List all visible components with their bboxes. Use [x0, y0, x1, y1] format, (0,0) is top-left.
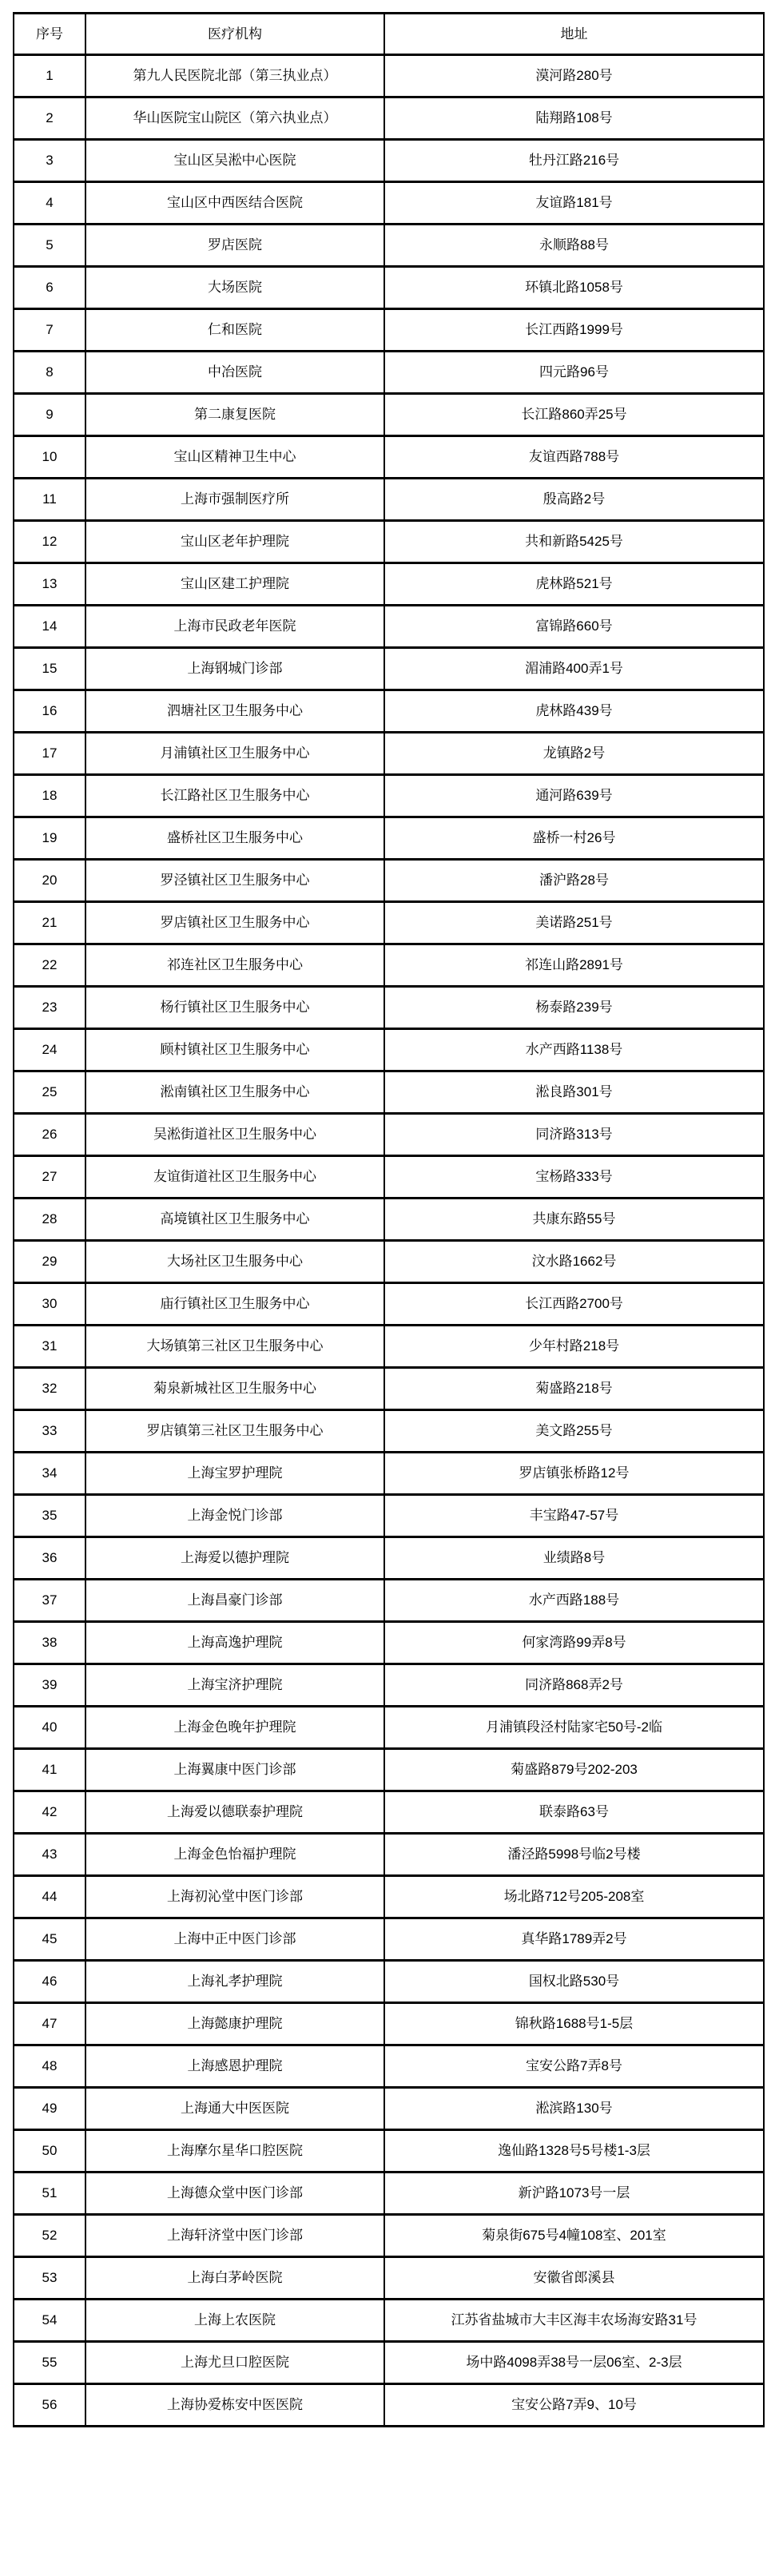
institution-cell: 大场社区卫生服务中心 — [85, 1241, 384, 1283]
table-row — [14, 1791, 764, 1834]
serial-number-cell: 10 — [14, 436, 85, 479]
table-header-row — [14, 14, 764, 55]
serial-number-cell: 28 — [14, 1199, 85, 1241]
table-row — [14, 1707, 764, 1749]
serial-number-cell: 27 — [14, 1156, 85, 1199]
serial-number-cell: 17 — [14, 733, 85, 775]
institution-cell: 上海礼孝护理院 — [85, 1961, 384, 2003]
table-row — [14, 860, 764, 902]
institution-cell: 泗塘社区卫生服务中心 — [85, 690, 384, 733]
table-row — [14, 1156, 764, 1199]
address-cell: 虎林路521号 — [384, 563, 764, 606]
table-row — [14, 352, 764, 394]
address-cell: 逸仙路1328号5号楼1-3层 — [384, 2130, 764, 2173]
table-row — [14, 1495, 764, 1537]
serial-number-cell: 12 — [14, 521, 85, 563]
serial-number-header: 序号 — [14, 14, 85, 55]
address-cell: 丰宝路47-57号 — [384, 1495, 764, 1537]
institution-cell: 上海摩尔星华口腔医院 — [85, 2130, 384, 2173]
table-row — [14, 1537, 764, 1580]
medical-institutions-table — [13, 12, 765, 2427]
address-cell: 陆翔路108号 — [384, 97, 764, 140]
address-cell: 湄浦路400弄1号 — [384, 648, 764, 690]
address-cell: 四元路96号 — [384, 352, 764, 394]
serial-number-cell: 41 — [14, 1749, 85, 1791]
institution-cell: 上海初沁堂中医门诊部 — [85, 1876, 384, 1918]
table-row — [14, 479, 764, 521]
institution-cell: 大场医院 — [85, 267, 384, 309]
table-row — [14, 648, 764, 690]
address-cell: 新沪路1073号一层 — [384, 2173, 764, 2215]
serial-number-cell: 49 — [14, 2088, 85, 2130]
institution-cell: 仁和医院 — [85, 309, 384, 352]
address-cell: 通河路639号 — [384, 775, 764, 817]
medical-institutions-table-container — [13, 12, 765, 2427]
table-row — [14, 521, 764, 563]
institution-cell: 庙行镇社区卫生服务中心 — [85, 1283, 384, 1326]
address-cell: 江苏省盐城市大丰区海丰农场海安路31号 — [384, 2300, 764, 2342]
serial-number-cell: 1 — [14, 55, 85, 97]
serial-number-cell: 4 — [14, 182, 85, 225]
institution-cell: 上海爱以德护理院 — [85, 1537, 384, 1580]
address-cell: 共康东路55号 — [384, 1199, 764, 1241]
institution-cell: 华山医院宝山院区（第六执业点） — [85, 97, 384, 140]
address-cell: 祁连山路2891号 — [384, 944, 764, 987]
address-cell: 月浦镇段泾村陆家宅50号-2临 — [384, 1707, 764, 1749]
serial-number-cell: 6 — [14, 267, 85, 309]
address-cell: 杨泰路239号 — [384, 987, 764, 1029]
table-row — [14, 1580, 764, 1622]
serial-number-cell: 16 — [14, 690, 85, 733]
table-row — [14, 2003, 764, 2045]
table-row — [14, 140, 764, 182]
serial-number-cell: 46 — [14, 1961, 85, 2003]
institution-cell: 上海宝济护理院 — [85, 1664, 384, 1707]
table-row — [14, 1071, 764, 1114]
institution-cell: 上海市强制医疗所 — [85, 479, 384, 521]
serial-number-cell: 36 — [14, 1537, 85, 1580]
table-row — [14, 394, 764, 436]
institution-cell: 上海协爱栋安中医医院 — [85, 2384, 384, 2427]
table-row — [14, 1834, 764, 1876]
table-row — [14, 2384, 764, 2427]
address-cell: 潘沪路28号 — [384, 860, 764, 902]
institution-cell: 上海中正中医门诊部 — [85, 1918, 384, 1961]
address-cell: 水产西路188号 — [384, 1580, 764, 1622]
institution-cell: 上海白茅岭医院 — [85, 2257, 384, 2300]
serial-number-cell: 5 — [14, 225, 85, 267]
serial-number-cell: 47 — [14, 2003, 85, 2045]
serial-number-cell: 2 — [14, 97, 85, 140]
serial-number-cell: 33 — [14, 1410, 85, 1453]
address-cell: 长江西路2700号 — [384, 1283, 764, 1326]
institution-cell: 宝山区老年护理院 — [85, 521, 384, 563]
institution-cell: 淞南镇社区卫生服务中心 — [85, 1071, 384, 1114]
serial-number-cell: 54 — [14, 2300, 85, 2342]
table-row — [14, 309, 764, 352]
institution-cell: 宝山区精神卫生中心 — [85, 436, 384, 479]
address-cell: 淞良路301号 — [384, 1071, 764, 1114]
institution-cell: 上海宝罗护理院 — [85, 1453, 384, 1495]
institution-cell: 上海懿康护理院 — [85, 2003, 384, 2045]
address-cell: 环镇北路1058号 — [384, 267, 764, 309]
address-cell: 友谊西路788号 — [384, 436, 764, 479]
serial-number-cell: 37 — [14, 1580, 85, 1622]
serial-number-cell: 7 — [14, 309, 85, 352]
institution-cell: 上海轩济堂中医门诊部 — [85, 2215, 384, 2257]
institution-cell: 宝山区建工护理院 — [85, 563, 384, 606]
table-row — [14, 1749, 764, 1791]
address-cell: 水产西路1138号 — [384, 1029, 764, 1071]
institution-cell: 菊泉新城社区卫生服务中心 — [85, 1368, 384, 1410]
address-cell: 菊泉街675号4幢108室、201室 — [384, 2215, 764, 2257]
serial-number-cell: 15 — [14, 648, 85, 690]
institution-cell: 上海金色怡福护理院 — [85, 1834, 384, 1876]
serial-number-cell: 22 — [14, 944, 85, 987]
institution-cell: 罗店医院 — [85, 225, 384, 267]
address-cell: 友谊路181号 — [384, 182, 764, 225]
address-header: 地址 — [384, 14, 764, 55]
institution-cell: 月浦镇社区卫生服务中心 — [85, 733, 384, 775]
table-row — [14, 2257, 764, 2300]
table-row — [14, 1114, 764, 1156]
serial-number-cell: 43 — [14, 1834, 85, 1876]
institution-cell: 盛桥社区卫生服务中心 — [85, 817, 384, 860]
table-row — [14, 733, 764, 775]
table-row — [14, 1326, 764, 1368]
table-row — [14, 225, 764, 267]
table-row — [14, 1961, 764, 2003]
table-row — [14, 2300, 764, 2342]
address-cell: 安徽省郎溪县 — [384, 2257, 764, 2300]
table-row — [14, 182, 764, 225]
address-cell: 场北路712号205-208室 — [384, 1876, 764, 1918]
institution-cell: 高境镇社区卫生服务中心 — [85, 1199, 384, 1241]
table-row — [14, 1664, 764, 1707]
table-row — [14, 2173, 764, 2215]
table-row — [14, 2130, 764, 2173]
address-cell: 宝杨路333号 — [384, 1156, 764, 1199]
institution-cell: 祁连社区卫生服务中心 — [85, 944, 384, 987]
table-row — [14, 267, 764, 309]
address-cell: 业绩路8号 — [384, 1537, 764, 1580]
serial-number-cell: 44 — [14, 1876, 85, 1918]
table-row — [14, 1622, 764, 1664]
serial-number-cell: 9 — [14, 394, 85, 436]
serial-number-cell: 3 — [14, 140, 85, 182]
serial-number-cell: 11 — [14, 479, 85, 521]
address-cell: 罗店镇张桥路12号 — [384, 1453, 764, 1495]
table-row — [14, 563, 764, 606]
table-body — [14, 55, 764, 2427]
institution-cell: 第二康复医院 — [85, 394, 384, 436]
table-row — [14, 1368, 764, 1410]
institution-cell: 上海通大中医医院 — [85, 2088, 384, 2130]
institution-cell: 罗店镇社区卫生服务中心 — [85, 902, 384, 944]
serial-number-cell: 55 — [14, 2342, 85, 2384]
address-cell: 宝安公路7弄8号 — [384, 2045, 764, 2088]
table-row — [14, 987, 764, 1029]
serial-number-cell: 25 — [14, 1071, 85, 1114]
address-cell: 联泰路63号 — [384, 1791, 764, 1834]
table-row — [14, 1410, 764, 1453]
institution-cell: 上海德众堂中医门诊部 — [85, 2173, 384, 2215]
table-row — [14, 55, 764, 97]
address-cell: 真华路1789弄2号 — [384, 1918, 764, 1961]
address-cell: 淞滨路130号 — [384, 2088, 764, 2130]
institution-cell: 上海爱以德联泰护理院 — [85, 1791, 384, 1834]
table-row — [14, 817, 764, 860]
serial-number-cell: 14 — [14, 606, 85, 648]
institution-cell: 罗泾镇社区卫生服务中心 — [85, 860, 384, 902]
serial-number-cell: 31 — [14, 1326, 85, 1368]
address-cell: 宝安公路7弄9、10号 — [384, 2384, 764, 2427]
institution-cell: 上海昌豪门诊部 — [85, 1580, 384, 1622]
serial-number-cell: 30 — [14, 1283, 85, 1326]
institution-cell: 顾村镇社区卫生服务中心 — [85, 1029, 384, 1071]
serial-number-cell: 48 — [14, 2045, 85, 2088]
table-row — [14, 1918, 764, 1961]
address-cell: 少年村路218号 — [384, 1326, 764, 1368]
table-row — [14, 2342, 764, 2384]
serial-number-cell: 38 — [14, 1622, 85, 1664]
institution-cell: 宝山区中西医结合医院 — [85, 182, 384, 225]
address-cell: 长江西路1999号 — [384, 309, 764, 352]
institution-cell: 宝山区吴淞中心医院 — [85, 140, 384, 182]
address-cell: 同济路313号 — [384, 1114, 764, 1156]
serial-number-cell: 24 — [14, 1029, 85, 1071]
institution-cell: 吴淞街道社区卫生服务中心 — [85, 1114, 384, 1156]
address-cell: 场中路4098弄38号一层06室、2-3层 — [384, 2342, 764, 2384]
address-cell: 潘泾路5998号临2号楼 — [384, 1834, 764, 1876]
address-cell: 盛桥一村26号 — [384, 817, 764, 860]
address-cell: 菊盛路218号 — [384, 1368, 764, 1410]
serial-number-cell: 23 — [14, 987, 85, 1029]
address-cell: 汶水路1662号 — [384, 1241, 764, 1283]
table-row — [14, 1453, 764, 1495]
table-row — [14, 1199, 764, 1241]
serial-number-cell: 34 — [14, 1453, 85, 1495]
table-row — [14, 2088, 764, 2130]
serial-number-cell: 8 — [14, 352, 85, 394]
address-cell: 长江路860弄25号 — [384, 394, 764, 436]
serial-number-cell: 32 — [14, 1368, 85, 1410]
address-cell: 龙镇路2号 — [384, 733, 764, 775]
address-cell: 美诺路251号 — [384, 902, 764, 944]
institution-cell: 上海市民政老年医院 — [85, 606, 384, 648]
address-cell: 菊盛路879号202-203 — [384, 1749, 764, 1791]
serial-number-cell: 35 — [14, 1495, 85, 1537]
address-cell: 殷高路2号 — [384, 479, 764, 521]
institution-cell: 大场镇第三社区卫生服务中心 — [85, 1326, 384, 1368]
table-row — [14, 2215, 764, 2257]
address-cell: 国权北路530号 — [384, 1961, 764, 2003]
address-cell: 富锦路660号 — [384, 606, 764, 648]
institution-header: 医疗机构 — [85, 14, 384, 55]
institution-cell: 中冶医院 — [85, 352, 384, 394]
serial-number-cell: 18 — [14, 775, 85, 817]
institution-cell: 友谊街道社区卫生服务中心 — [85, 1156, 384, 1199]
institution-cell: 上海高逸护理院 — [85, 1622, 384, 1664]
institution-cell: 罗店镇第三社区卫生服务中心 — [85, 1410, 384, 1453]
serial-number-cell: 19 — [14, 817, 85, 860]
table-row — [14, 944, 764, 987]
table-row — [14, 690, 764, 733]
institution-cell: 上海金悦门诊部 — [85, 1495, 384, 1537]
serial-number-cell: 20 — [14, 860, 85, 902]
serial-number-cell: 21 — [14, 902, 85, 944]
table-row — [14, 436, 764, 479]
serial-number-cell: 13 — [14, 563, 85, 606]
table-row — [14, 97, 764, 140]
address-cell: 同济路868弄2号 — [384, 1664, 764, 1707]
institution-cell: 上海上农医院 — [85, 2300, 384, 2342]
institution-cell: 上海钢城门诊部 — [85, 648, 384, 690]
serial-number-cell: 51 — [14, 2173, 85, 2215]
institution-cell: 第九人民医院北部（第三执业点） — [85, 55, 384, 97]
institution-cell: 杨行镇社区卫生服务中心 — [85, 987, 384, 1029]
serial-number-cell: 53 — [14, 2257, 85, 2300]
table-row — [14, 2045, 764, 2088]
table-row — [14, 1241, 764, 1283]
institution-cell: 上海金色晚年护理院 — [85, 1707, 384, 1749]
address-cell: 牡丹江路216号 — [384, 140, 764, 182]
table-row — [14, 775, 764, 817]
serial-number-cell: 42 — [14, 1791, 85, 1834]
institution-cell: 上海翼康中医门诊部 — [85, 1749, 384, 1791]
institution-cell: 长江路社区卫生服务中心 — [85, 775, 384, 817]
address-cell: 何家湾路99弄8号 — [384, 1622, 764, 1664]
table-row — [14, 1029, 764, 1071]
institution-cell: 上海感恩护理院 — [85, 2045, 384, 2088]
serial-number-cell: 56 — [14, 2384, 85, 2427]
address-cell: 锦秋路1688号1-5层 — [384, 2003, 764, 2045]
address-cell: 共和新路5425号 — [384, 521, 764, 563]
serial-number-cell: 39 — [14, 1664, 85, 1707]
serial-number-cell: 26 — [14, 1114, 85, 1156]
table-row — [14, 1876, 764, 1918]
serial-number-cell: 50 — [14, 2130, 85, 2173]
address-cell: 永顺路88号 — [384, 225, 764, 267]
address-cell: 漠河路280号 — [384, 55, 764, 97]
table-row — [14, 606, 764, 648]
address-cell: 虎林路439号 — [384, 690, 764, 733]
serial-number-cell: 45 — [14, 1918, 85, 1961]
serial-number-cell: 52 — [14, 2215, 85, 2257]
table-row — [14, 1283, 764, 1326]
table-row — [14, 902, 764, 944]
serial-number-cell: 29 — [14, 1241, 85, 1283]
serial-number-cell: 40 — [14, 1707, 85, 1749]
institution-cell: 上海尤旦口腔医院 — [85, 2342, 384, 2384]
address-cell: 美文路255号 — [384, 1410, 764, 1453]
